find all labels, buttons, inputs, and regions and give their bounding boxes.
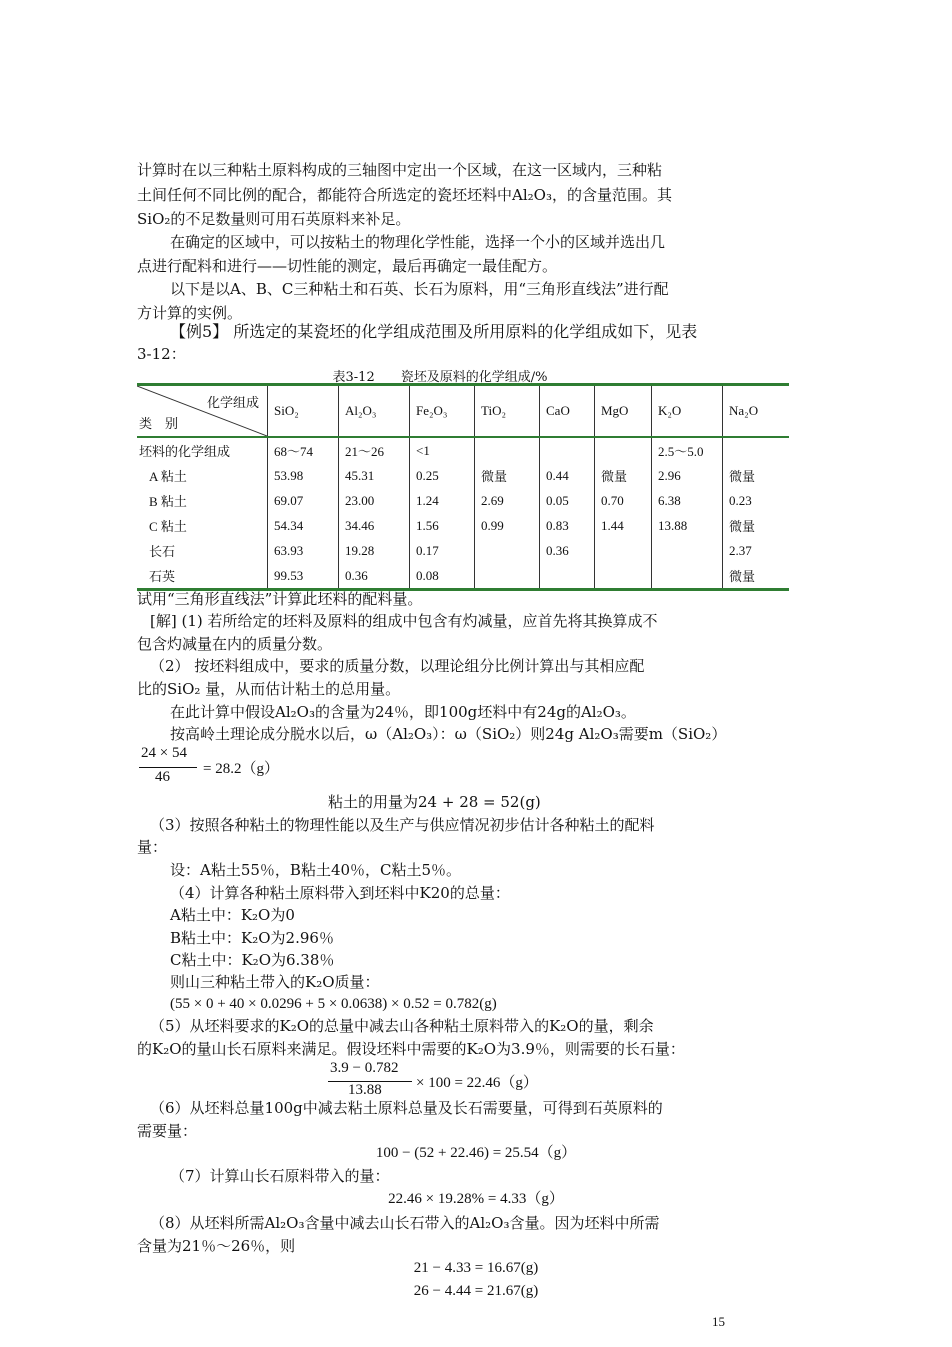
example-heading: 【例5】 所选定的某瓷坯的化学组成范围及所用原料的化学组成如下，见表 <box>170 322 698 341</box>
text-line: 含量为21％～26％，则 <box>137 1237 296 1255</box>
table-cell: 2.37 <box>723 538 790 563</box>
fraction-result: = 28.2（g） <box>203 761 279 777</box>
table-cell: 23.00 <box>339 488 410 513</box>
table-row <box>137 463 789 488</box>
table-cell: 2.96 <box>652 463 723 488</box>
table-cell: 0.17 <box>410 538 475 563</box>
fraction-result: × 100 = 22.46（g） <box>416 1075 538 1091</box>
text-line: （5）从坯料要求的K₂O的总量中减去山各种粘土原料带入的K₂O的量，剩余 <box>150 1017 654 1035</box>
text-line: 以下是以A、B、C三种粘土和石英、长石为原料，用“三角形直线法”进行配 <box>170 280 669 298</box>
column-header: Al₂O₃ <box>339 385 410 438</box>
text-line: 比的SiO₂ 量，从而估计粘土的总用量。 <box>137 680 401 698</box>
text-line: 土间任何不同比例的配合，都能符合所选定的瓷坯坯料中Al₂O₃，的含量范围。其 <box>137 186 672 204</box>
table-cell <box>723 437 790 463</box>
equation: 22.46 × 19.28% = 4.33（g） <box>388 1191 564 1207</box>
table-cell: 微量 <box>475 463 540 488</box>
fraction-numerator: 24 × 54 <box>141 745 187 761</box>
text-line: （3）按照各种粘土的物理性能以及生产与供应情况初步估计各种粘土的配料 <box>150 816 655 834</box>
text-line: 方计算的实例。 <box>137 304 243 322</box>
page-number: 15 <box>712 1314 725 1329</box>
text-line: 在确定的区域中，可以按粘土的物理化学性能，选择一个小的区域并选出几 <box>170 233 666 251</box>
table-row <box>137 563 789 590</box>
column-header: MgO <box>595 385 652 438</box>
column-header: Fe₂O₃ <box>410 385 475 438</box>
table-cell: 68～74 <box>268 437 339 463</box>
table-cell: 0.44 <box>540 463 595 488</box>
equation: 粘土的用量为24 + 28 = 52(g) <box>328 793 541 811</box>
fraction-bar <box>139 767 197 768</box>
table-corner-cell <box>137 385 268 438</box>
text-line: 包含灼减量在内的质量分数。 <box>137 635 333 653</box>
text-line: （7）计算山长石原料带入的量： <box>170 1167 390 1185</box>
corner-bottom-label: 类 别 <box>139 416 179 431</box>
table-cell: 13.88 <box>652 513 723 538</box>
table-cell: 19.28 <box>339 538 410 563</box>
text-line: 点进行配料和进行——切性能的测定，最后再确定一最佳配方。 <box>137 257 558 275</box>
table-cell <box>595 538 652 563</box>
table-cell <box>595 437 652 463</box>
table-cell: 53.98 <box>268 463 339 488</box>
text-line: 试用“三角形直线法”计算此坯料的配料量。 <box>137 590 423 608</box>
text-line: 3-12： <box>137 345 186 363</box>
column-header: Na₂O <box>723 385 790 438</box>
table-cell: 微量 <box>595 463 652 488</box>
table-cell <box>652 538 723 563</box>
table-cell: 45.31 <box>339 463 410 488</box>
table-cell: 69.07 <box>268 488 339 513</box>
table-cell: 1.44 <box>595 513 652 538</box>
table-row <box>137 488 789 513</box>
table-cell: 54.34 <box>268 513 339 538</box>
table-cell: 0.36 <box>540 538 595 563</box>
equation: 26 − 4.44 = 21.67(g) <box>413 1283 539 1299</box>
text-line: （6）从坯料总量100g中减去粘土原料总量及长石需要量，可得到石英原料的 <box>150 1099 663 1117</box>
table-cell: 0.70 <box>595 488 652 513</box>
table-cell: <1 <box>410 437 475 463</box>
table-row <box>137 538 789 563</box>
table-cell: 0.08 <box>410 563 475 590</box>
table-cell <box>652 563 723 590</box>
table-cell <box>540 437 595 463</box>
table-row <box>137 437 789 463</box>
table-cell: 微量 <box>723 513 790 538</box>
fraction-sio2 <box>137 745 297 791</box>
equation: 21 − 4.33 = 16.67(g) <box>413 1260 539 1276</box>
corner-top-label: 化学组成 <box>206 395 259 410</box>
column-header: K₂O <box>652 385 723 438</box>
table-cell: 0.05 <box>540 488 595 513</box>
text-line: 在此计算中假设Al₂O₃的含量为24％，即100g坯料中有24g的Al₂O₃。 <box>170 703 636 721</box>
table-cell: 0.99 <box>475 513 540 538</box>
row-label: B 粘土 <box>149 494 187 509</box>
row-label: A 粘土 <box>149 469 187 484</box>
column-header: TiO₂ <box>475 385 540 438</box>
equation: (55 × 0 + 40 × 0.0296 + 5 × 0.0638) × 0.52 = 0.782(g) <box>170 996 497 1012</box>
table-cell: 63.93 <box>268 538 339 563</box>
text-line: 需要量： <box>137 1122 198 1140</box>
table-cell: 0.23 <box>723 488 790 513</box>
table-cell: 99.53 <box>268 563 339 590</box>
table-caption: 表3-12 瓷坯及原料的化学组成/% <box>332 370 548 385</box>
text-line: [解] (1) 若所给定的坯料及原料的组成中包含有灼减量，应首先将其换算成不 <box>150 612 658 630</box>
text-line: 计算时在以三种粘土原料构成的三轴图中定出一个区域，在这一区域内，三种粘 <box>137 161 663 179</box>
text-line: （2） 按坯料组成中，要求的质量分数，以理论组分比例计算出与其相应配 <box>150 657 645 675</box>
text-line: （4）计算各种粘土原料带入到坯料中K20的总量： <box>170 884 510 902</box>
text-line: 按高岭土理论成分脱水以后，ω（Al₂O₃）：ω（SiO₂）则24g Al₂O₃需要m（SiO₂） <box>170 725 727 743</box>
table-cell: 2.5～5.0 <box>652 437 723 463</box>
row-label: 坯料的化学组成 <box>139 444 231 459</box>
table-cell: 2.69 <box>475 488 540 513</box>
text-line: A粘土中：K₂O为0 <box>170 906 295 924</box>
row-label: C 粘土 <box>149 519 187 534</box>
table-cell <box>475 538 540 563</box>
fraction-numerator: 3.9 − 0.782 <box>330 1060 399 1076</box>
table-cell: 微量 <box>723 563 790 590</box>
text-line: （8）从坯料所需Al₂O₃含量中减去山长石带入的Al₂O₃含量。因为坯料中所需 <box>150 1214 660 1232</box>
column-header: CaO <box>540 385 595 438</box>
text-line: 量： <box>137 838 168 856</box>
text-line: C粘土中：K₂O为6.38％ <box>170 951 335 969</box>
column-header: SiO₂ <box>268 385 339 438</box>
table-cell: 0.36 <box>339 563 410 590</box>
text-line: 设：A粘土55％，B粘土40％，C粘土5％。 <box>170 861 462 879</box>
table-cell: 0.25 <box>410 463 475 488</box>
table-cell: 1.56 <box>410 513 475 538</box>
fraction-denominator: 13.88 <box>348 1082 382 1098</box>
table-cell: 微量 <box>723 463 790 488</box>
fraction-denominator: 46 <box>155 769 170 785</box>
table-cell: 34.46 <box>339 513 410 538</box>
table-cell <box>540 563 595 590</box>
table-cell: 21～26 <box>339 437 410 463</box>
table-cell <box>475 563 540 590</box>
text-line: 的K₂O的量山长石原料来满足。假设坯料中需要的K₂O为3.9％，则需要的长石量： <box>137 1040 685 1058</box>
table-cell <box>475 437 540 463</box>
table-cell: 0.83 <box>540 513 595 538</box>
table-cell: 1.24 <box>410 488 475 513</box>
row-label: 长石 <box>149 544 176 559</box>
table-cell <box>595 563 652 590</box>
table-header-row <box>137 385 789 438</box>
table-row <box>137 513 789 538</box>
text-line: 则山三种粘土带入的K₂O质量： <box>170 973 380 991</box>
equation: 100 − (52 + 22.46) = 25.54（g） <box>375 1145 577 1161</box>
table-cell: 6.38 <box>652 488 723 513</box>
text-line: B粘土中：K₂O为2.96％ <box>170 929 334 947</box>
row-label: 石英 <box>149 569 176 584</box>
composition-table <box>137 383 789 591</box>
text-line: SiO₂的不足数量则可用石英原料来补足。 <box>137 210 411 228</box>
